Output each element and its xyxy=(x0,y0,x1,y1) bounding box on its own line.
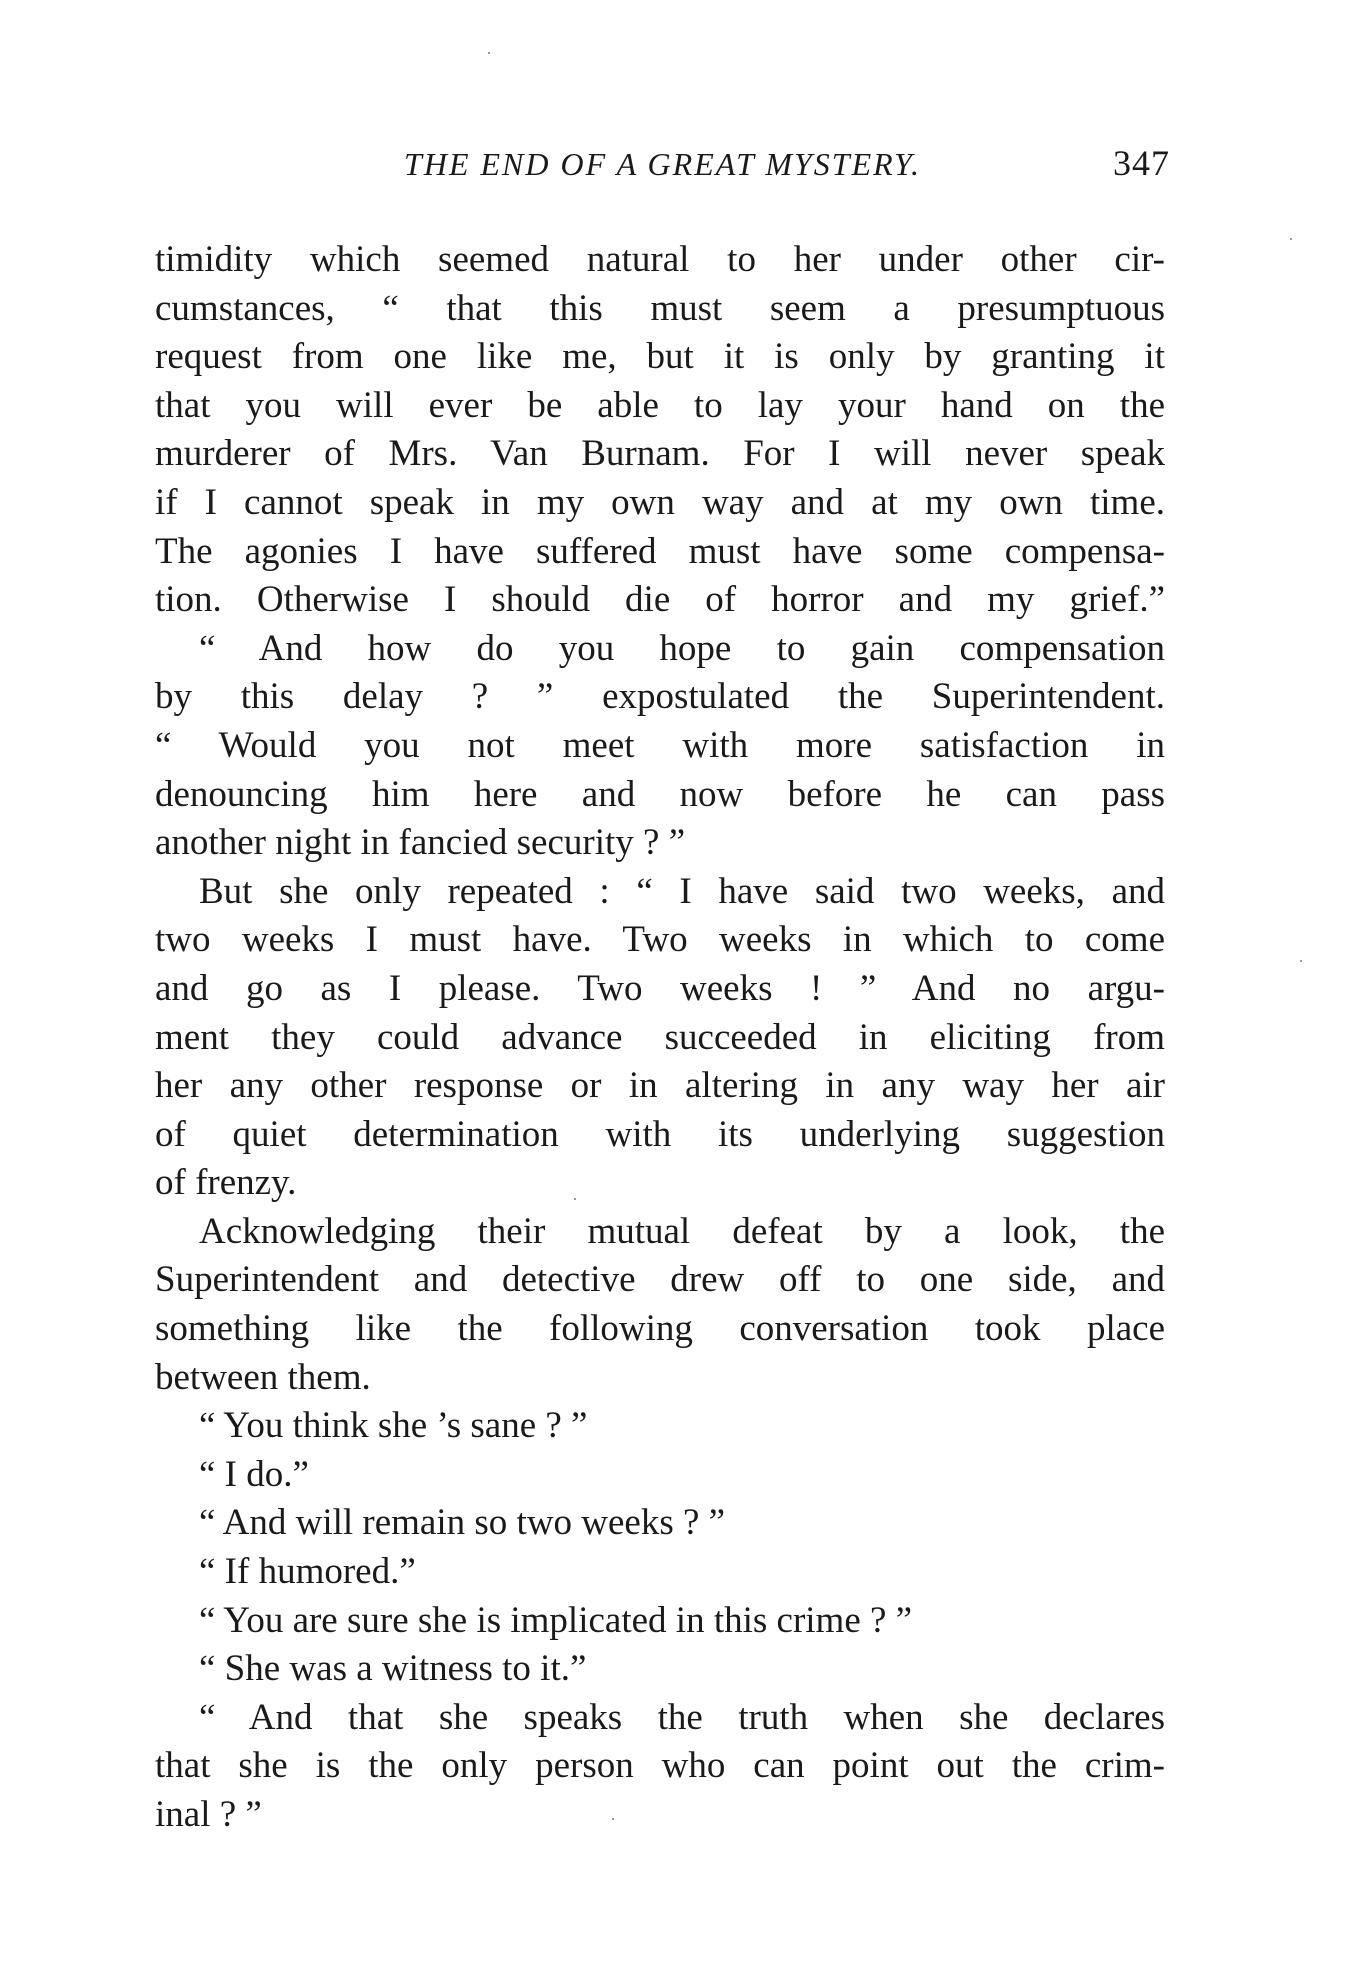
paper-speck xyxy=(488,52,490,54)
text-line: “ And that she speaks the truth when she declares xyxy=(199,1696,1165,1738)
text-line: inal ? ” xyxy=(155,1794,262,1835)
text-line: request from one like me, but it is only by granting it xyxy=(155,336,1165,378)
paper-speck xyxy=(1300,960,1302,962)
running-title: THE END OF A GREAT MYSTERY. xyxy=(404,146,921,182)
text-line: by this delay ? ” expostulated the Superintendent. xyxy=(155,676,1165,718)
text-line: murderer of Mrs. Van Burnam. For I will never speak xyxy=(155,433,1165,475)
text-line: denouncing him here and now before he can pass xyxy=(155,773,1165,815)
text-line: her any other response or in altering in any way her air xyxy=(155,1065,1165,1107)
text-line: “ Would you not meet with more satisfaction in xyxy=(155,724,1165,766)
paper-speck xyxy=(1290,238,1292,240)
text-line: “ And will remain so two weeks ? ” xyxy=(199,1502,726,1544)
paper-speck xyxy=(612,1818,614,1820)
text-line: two weeks I must have. Two weeks in which to come xyxy=(155,919,1165,961)
page-number: 347 xyxy=(1113,143,1170,183)
text-line: “ She was a witness to it.” xyxy=(199,1648,587,1690)
text-line: something like the following conversation took place xyxy=(155,1308,1165,1350)
text-line: of quiet determination with its underlying suggestion xyxy=(155,1113,1165,1155)
text-line: another night in fancied security ? ” xyxy=(155,822,686,864)
paper-speck xyxy=(574,1198,576,1200)
text-line: of frenzy. xyxy=(155,1162,297,1204)
text-line: “ I do.” xyxy=(199,1453,309,1495)
text-line: Superintendent and detective drew off to one side, and xyxy=(155,1259,1165,1301)
text-line: “ You think she ’s sane ? ” xyxy=(199,1405,588,1447)
text-line: timidity which seemed natural to her under other cir- xyxy=(155,239,1165,280)
text-line: between them. xyxy=(155,1356,371,1398)
text-line: and go as I please. Two weeks ! ” And no argu- xyxy=(155,967,1165,1009)
text-line: But she only repeated : “ I have said two weeks, and xyxy=(199,870,1165,912)
text-line: ment they could advance succeeded in eliciting from xyxy=(155,1016,1165,1058)
text-line: cumstances, “ that this must seem a presumptuous xyxy=(155,287,1165,329)
text-line: “ You are sure she is implicated in this crime ? ” xyxy=(199,1599,913,1641)
text-line: “ If humored.” xyxy=(199,1551,416,1593)
text-line: The agonies I have suffered must have some compensa- xyxy=(155,530,1165,572)
text-line: “ And how do you hope to gain compensation xyxy=(199,627,1165,669)
body-text xyxy=(155,236,1165,1840)
text-line: if I cannot speak in my own way and at my own time. xyxy=(155,481,1165,523)
text-line: tion. Otherwise I should die of horror and my grief.” xyxy=(155,579,1165,621)
running-head xyxy=(155,140,1170,200)
text-line: that you will ever be able to lay your hand on the xyxy=(155,384,1165,426)
text-line: Acknowledging their mutual defeat by a look, the xyxy=(199,1210,1165,1252)
text-line: that she is the only person who can point out the crim- xyxy=(155,1745,1165,1787)
